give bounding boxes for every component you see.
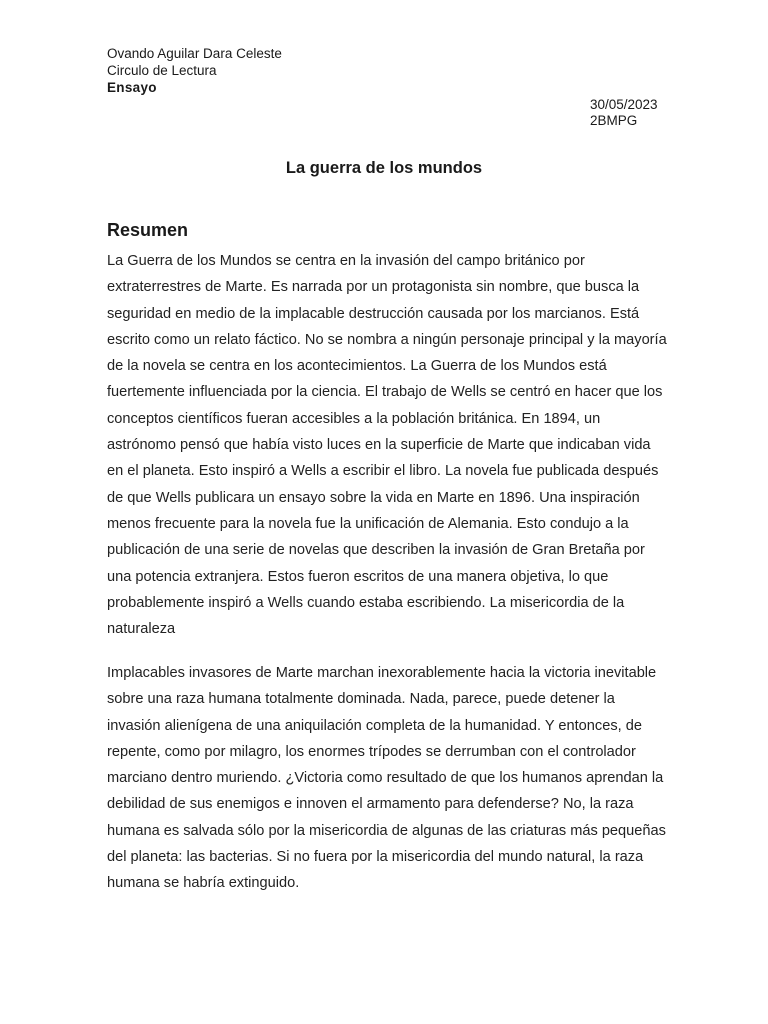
body-paragraph: Implacables invasores de Marte marchan inexorablemente hacia la victoria inevitable sobre una raza humana totalmente dominada. Nada, parece, puede detener la invasión alienígena de una aniquilación completa de la humanidad. Y entonces, de repente, como por milagro, los enormes trípodes se derrumban con el controlador marciano dentro muriendo. ¿Victoria como resultado de que los humanos aprendan la debilidad de sus enemigos e innoven el armamento para defenderse? No, la raza humana es salvada sólo por la misericordia de algunas de las criaturas más pequeñas del planeta: las bacterias. Si no fuera por la misericordia del mundo natural, la raza humana se habría extinguido. (107, 665, 666, 892)
course-name: Circulo de Lectura (107, 63, 217, 78)
author-name: Ovando Aguilar Dara Celeste (107, 46, 282, 61)
document-type: Ensayo (107, 80, 157, 95)
body-paragraph: La Guerra de los Mundos se centra en la invasión del campo británico por extraterrestres de Marte. Es narrada por un protagonista sin nombre, que busca la seguridad en medio de la implacable destrucción causada por los marcianos. Está escrito como un relato fáctico. No se nombra a ningún personaje principal y la mayoría de la novela se centra en los acontecimientos. La Guerra de los Mundos está fuertemente influenciada por la ciencia. El trabajo de Wells se centró en hacer que los conceptos científicos fueran accesibles a la población británica. En 1894, un astrónomo pensó que había visto luces en la superficie de Marte que indicaban vida en el planeta. Esto inspiró a Wells a escribir el libro. La novela fue publicada después de que Wells publicara un ensayo sobre la vida en Marte en 1896. Una inspiración menos frecuente para la novela fue la unificación de Alemania. Esto condujo a la publicación de una serie de novelas que describen la invasión de Gran Bretaña por una potencia extranjera. Estos fueron escritos de una manera objetiva, lo que probablemente inspiró a Wells cuando estaba escribiendo. La misericordia de la naturaleza (107, 253, 667, 638)
section-heading: Resumen (107, 220, 189, 240)
group-code: 2BMPG (590, 113, 638, 128)
document-title: La guerra de los mundos (285, 159, 483, 177)
document-header (107, 45, 282, 96)
date-group-block (590, 97, 658, 129)
document-date: 30/05/2023 (590, 97, 658, 112)
